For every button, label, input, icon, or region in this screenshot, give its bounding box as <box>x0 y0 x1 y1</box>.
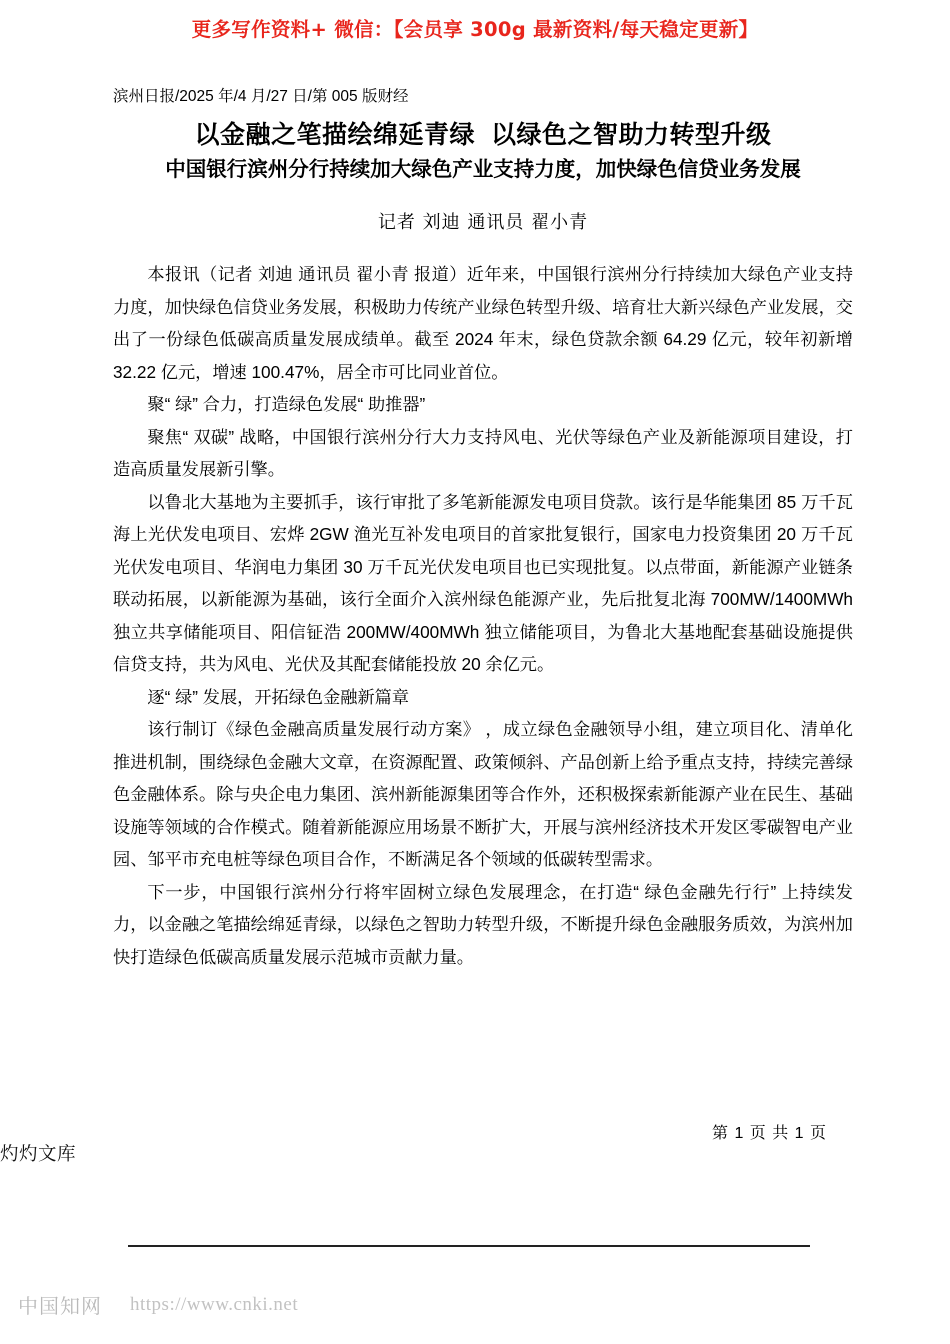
cnki-footer <box>18 1290 298 1319</box>
library-watermark: 灼灼文库 <box>0 1144 77 1165</box>
article-body <box>113 86 853 973</box>
paragraph-lead: 本报讯（记者 刘迪 通讯员 翟小青 报道）近年来，中国银行滨州分行持续加大绿色产业支持力度，加快绿色信贷业务发展，积极助力传统产业绿色转型升级、培育壮大新兴绿色产业发展，交出了一份绿色低碳高质量发展成绩单。截至 2024 年末，绿色贷款余额 64.29 亿元，较年初新增 32.22 亿元，增速 100.47%，居全市可比同业首位。 <box>113 264 853 382</box>
article-subheadline: 中国银行滨州分行持续加大绿色产业支持力度，加快绿色信贷业务发展 <box>165 157 801 181</box>
footer-divider <box>128 1245 810 1247</box>
article-byline: 记者 刘迪 通讯员 翟小青 <box>377 212 589 233</box>
paragraph-subhead-2: 逐“ 绿” 发展，开拓绿色金融新篇章 <box>147 686 410 707</box>
page-number: 第 1 页 共 1 页 <box>712 1125 828 1142</box>
paragraph-3: 以鲁北大基地为主要抓手，该行审批了多笔新能源发电项目贷款。该行是华能集团 85 万千瓦海上光伏发电项目、宏烨 2GW 渔光互补发电项目的首家批复银行，国家电力投资集团 20 万千瓦光伏发电项目、华润电力集团 30 万千瓦光伏发电项目也已实现批复。以点带面，新能源产业链条联动拓展，以新能源为基础，该行全面介入滨州绿色能源产业，先后批复北海 700MW/1400MWh 独立共享储能项目、阳信钲浩 200MW/400MWh 独立储能项目，为鲁北大基地配套基础设施提供信贷支持，共为风电、光伏及其配套储能投放 20 余亿元。 <box>113 491 853 674</box>
article-headline <box>113 118 853 152</box>
cnki-url: https://www.cnki.net <box>130 1293 299 1315</box>
headline-part-2: 以绿色之智助力转型升级 <box>491 120 772 149</box>
headline-part-1: 以金融之笔描绘绵延青绿 <box>194 120 475 149</box>
article-paragraphs <box>113 258 853 973</box>
paragraph-5: 该行制订《绿色金融高质量发展行动方案》 ，成立绿色金融领导小组，建立项目化、清单化推进机制，围绕绿色金融大文章，在资源配置、政策倾斜、产品创新上给予重点支持，持续完善绿色金融体系。除与央企电力集团、滨州新能源集团等合作外，还积极探索新能源产业在民生、基础设施等领域的合作模式。随着新能源应用场景不断扩大，开展与滨州经济技术开发区零碳智电产业园、邹平市充电桩等绿色项目合作，不断满足各个领域的低碳转型需求。 <box>113 719 853 869</box>
article-source-line: 滨州日报/2025 年/4 月/27 日/第 005 版财经 <box>113 88 409 105</box>
paragraph-subhead-1: 聚“ 绿” 合力，打造绿色发展“ 助推器” <box>147 394 426 414</box>
paragraph-2: 聚焦“ 双碳” 战略，中国银行滨州分行大力支持风电、光伏等绿色产业及新能源项目建设，打造高质量发展新引擎。 <box>113 426 853 479</box>
cnki-logo: 中国知网 <box>18 1294 102 1318</box>
paragraph-6: 下一步，中国银行滨州分行将牢固树立绿色发展理念，在打造“ 绿色金融先行行” 上持续发力，以金融之笔描绘绵延青绿，以绿色之智助力转型升级，不断提升绿色金融服务质效，为滨州加快打造绿色低碳高质量发展示范城市贡献力量。 <box>113 881 853 967</box>
promo-banner: 更多写作资料+ 微信：【会员享 300g 最新资料/每天稳定更新】 <box>191 18 759 41</box>
